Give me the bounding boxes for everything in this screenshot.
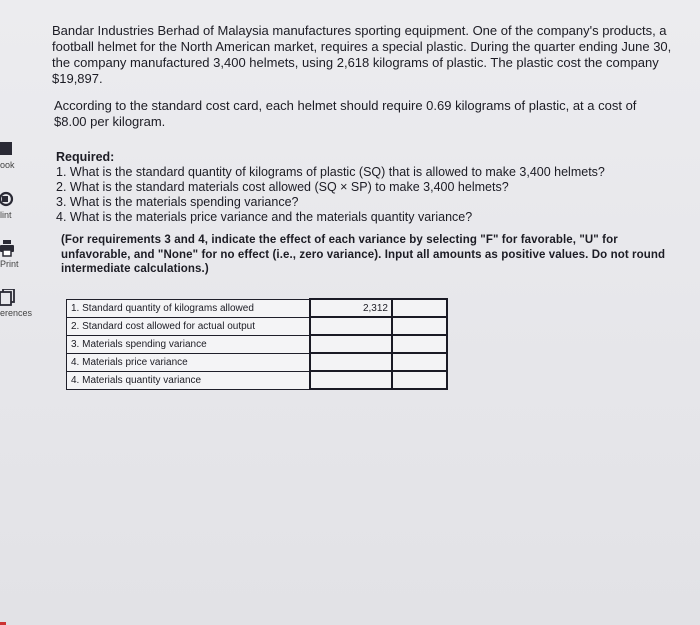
row-label: 2. Standard cost allowed for actual output: [67, 317, 311, 335]
effect-select[interactable]: [392, 353, 447, 371]
effect-select[interactable]: [392, 371, 447, 389]
amount-input[interactable]: [310, 353, 392, 371]
effect-select[interactable]: [392, 317, 447, 335]
sidebar-item-print[interactable]: [0, 240, 40, 272]
amount-input[interactable]: [310, 371, 392, 389]
effect-select[interactable]: [392, 299, 447, 317]
table-row: [67, 353, 448, 371]
amount-input[interactable]: [310, 335, 392, 353]
row-label: 4. Materials quantity variance: [67, 371, 311, 389]
table-row: [67, 371, 448, 389]
row-label: 3. Materials spending variance: [67, 335, 311, 353]
row-label: 1. Standard quantity of kilograms allowed: [67, 299, 311, 317]
requirement-1: 1. What is the standard quantity of kilograms of plastic (SQ) that is allowed to make 3,400 helmets?: [56, 165, 605, 179]
table-row: [67, 335, 448, 353]
sidebar-label-hint: lint: [0, 210, 12, 220]
hint-icon: [0, 191, 20, 209]
row-label: 4. Materials price variance: [67, 353, 311, 371]
requirement-3: 3. What is the materials spending variance?: [56, 195, 299, 209]
amount-input[interactable]: 2,312: [310, 299, 392, 317]
sidebar-label-ebook: ook: [0, 160, 15, 170]
sidebar-label-print: Print: [0, 259, 19, 269]
table-row: [67, 299, 448, 317]
sidebar-label-references: erences: [0, 308, 33, 318]
sidebar: [0, 0, 40, 625]
print-icon: [0, 240, 20, 258]
amount-input[interactable]: [310, 317, 392, 335]
problem-intro: Bandar Industries Berhad of Malaysia manufactures sporting equipment. One of the company's products, a football helmet for the North American market, requires a special plastic. During the quarter ending June 30, the company manufactured 3,400 helmets, using 2,618 kilograms of plastic. The plastic cost the company $19,897.: [52, 23, 672, 86]
sidebar-item-references[interactable]: [0, 289, 40, 321]
requirement-2: 2. What is the standard materials cost allowed (SQ × SP) to make 3,400 helmets?: [56, 180, 509, 194]
answer-table: [66, 298, 448, 390]
sidebar-item-hint[interactable]: [0, 191, 40, 221]
references-icon: [0, 289, 20, 307]
sidebar-item-ebook[interactable]: [0, 140, 40, 170]
requirements: [56, 150, 656, 225]
table-row: [67, 317, 448, 335]
effect-select[interactable]: [392, 335, 447, 353]
book-icon: [0, 140, 20, 158]
instructions-note: (For requirements 3 and 4, indicate the effect of each variance by selecting "F" for favorable, "U" for unfavorable, and "None" for no effect (i.e., zero variance). Input all amounts as positive values. Do not round intermediate calculations.): [61, 234, 666, 275]
requirement-4: 4. What is the materials price variance and the materials quantity variance?: [56, 210, 473, 224]
problem-standard: According to the standard cost card, each helmet should require 0.69 kilograms of plastic, at a cost of $8.00 per kilogram.: [54, 98, 637, 129]
required-title: Required:: [56, 150, 115, 164]
